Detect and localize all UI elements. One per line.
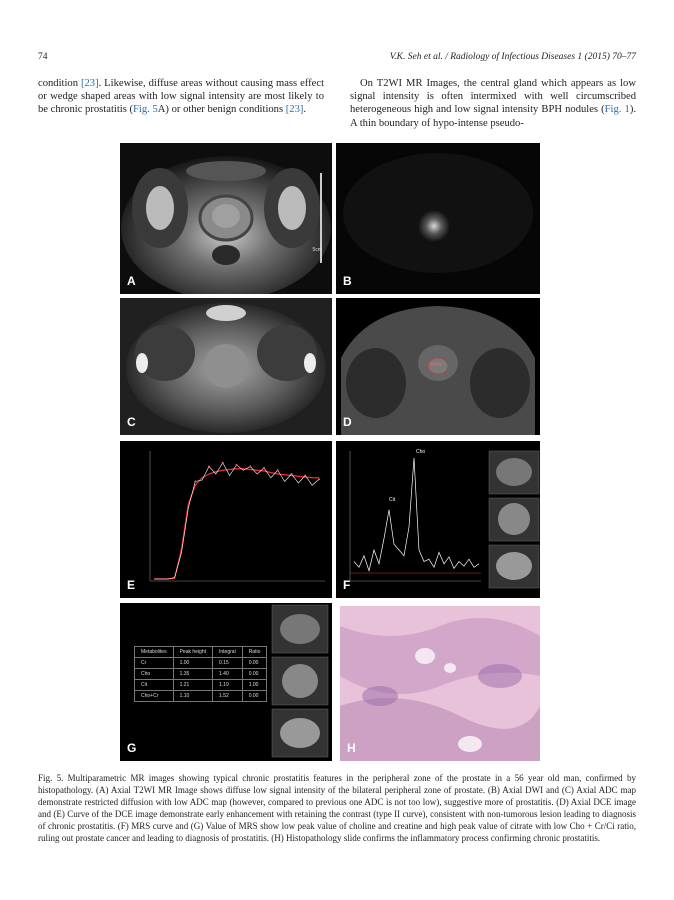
reference-link[interactable]: [23] — [80, 78, 99, 89]
panel-label-e: E — [127, 578, 136, 592]
panel-e-dce-curve — [120, 441, 332, 598]
panel-label-c: C — [127, 415, 136, 429]
panel-f-mrs-curve — [336, 441, 540, 598]
data-point — [291, 473, 293, 475]
panel-label-h: H — [347, 741, 356, 755]
data-point — [194, 481, 196, 483]
left-column-text: condition [23]. Likewise, diffuse areas without causing mass effect or wedge shaped areas with low signal intensity are most likely to be chronic prostatitis (Fig. 5A) or other benign conditions [23]. — [38, 78, 325, 116]
peak-label-cho: Cho — [416, 449, 426, 455]
reference-link[interactable]: [23] — [285, 104, 304, 116]
table-row: Cho+Cr 1.10 1.52 0.00 — [135, 691, 267, 702]
figure-link[interactable]: Fig. 1 — [604, 104, 630, 116]
data-point — [222, 462, 224, 464]
peak-label-cit: Cit — [389, 497, 396, 503]
right-column-text: On T2WI MR Images, the central gland which appears as low signal intensity is often intermixed with well circumscribed heterogeneous high and low signal intensity BPH nodules (Fig. 1). A thin boundary of hypo-intense pseudo- — [350, 78, 636, 129]
panel-c-adc-map — [120, 298, 332, 435]
panel-h-histopathology — [340, 606, 540, 761]
data-point — [318, 478, 320, 480]
roi-label: 7mm — [430, 362, 442, 368]
adc-map-graphic — [120, 298, 332, 435]
table-row: Cit 1.21 1.19 1.00 — [135, 680, 267, 691]
panel-g-mrs-values — [120, 603, 332, 761]
metabolite-table — [134, 646, 267, 702]
journal-reference: V.K. Seh et al. / Radiology of Infectious Diseases 1 (2015) 70–77 — [389, 52, 636, 62]
scale-label: 5cm — [312, 247, 322, 253]
table-header-row: Metabolites Peak height Integral Ratio — [135, 647, 267, 658]
panel-label-d: D — [343, 415, 352, 429]
mrs-localizer-thumbnails — [270, 603, 330, 761]
data-point — [249, 466, 251, 468]
panel-b-dwi-image — [336, 143, 540, 294]
panel-label-a: A — [127, 274, 136, 288]
data-point — [263, 467, 265, 469]
histology-graphic — [340, 606, 540, 761]
t2wi-mri-graphic — [120, 143, 332, 294]
data-point — [236, 464, 238, 466]
dwi-mri-graphic — [336, 143, 540, 294]
running-header — [38, 52, 636, 66]
table-row: Cr 1.00 0.15 0.00 — [135, 658, 267, 669]
data-point — [208, 466, 210, 468]
mrs-curve-chart — [336, 441, 540, 598]
panel-label-f: F — [343, 578, 351, 592]
panel-d-dce-image — [336, 298, 540, 435]
data-point — [304, 475, 306, 477]
figure-link[interactable]: Fig. 5 — [133, 104, 158, 116]
figure-caption: Fig. 5. Multiparametric MR images showing typical chronic prostatitis features in the peripheral zone of the prostate in a 56 year old man, confirmed by histopathology. (A) Axial T2WI MR Image shows diffuse low signal intensity of the bilateral peripheral zone of prostate. (B) Axial DWI and (C) Axial ADC map demonstrate restricted diffusion with low ADC map (however, compared to previous one ADC is not too low), suggestive more of prostatitis. (D) Axial DCE image and (E) Curve of the DCE image demonstrate early enhancement with retaining the contrast (type II curve), consistent with non-tumorous lesion leading to diagnosis of chronic prostatitis. (F) MRS curve and (G) Value of MRS show low peak value of choline and creatine and high peak value of citrate with low Cho + Cr/Ci ratio, ruling out prostate cancer and leading to diagnosis of prostatitis. (H) Histopathology slide confirms the inflammatory process confirming chronic prostatitis. — [38, 773, 636, 843]
panel-a-t2wi-image — [120, 143, 332, 294]
data-point — [277, 469, 279, 471]
table-row: Cho 1.35 1.40 0.00 — [135, 669, 267, 680]
panel-label-g: G — [127, 741, 137, 755]
dce-curve-chart — [120, 441, 332, 598]
page-number: 74 — [38, 52, 48, 62]
panel-label-b: B — [343, 274, 352, 288]
